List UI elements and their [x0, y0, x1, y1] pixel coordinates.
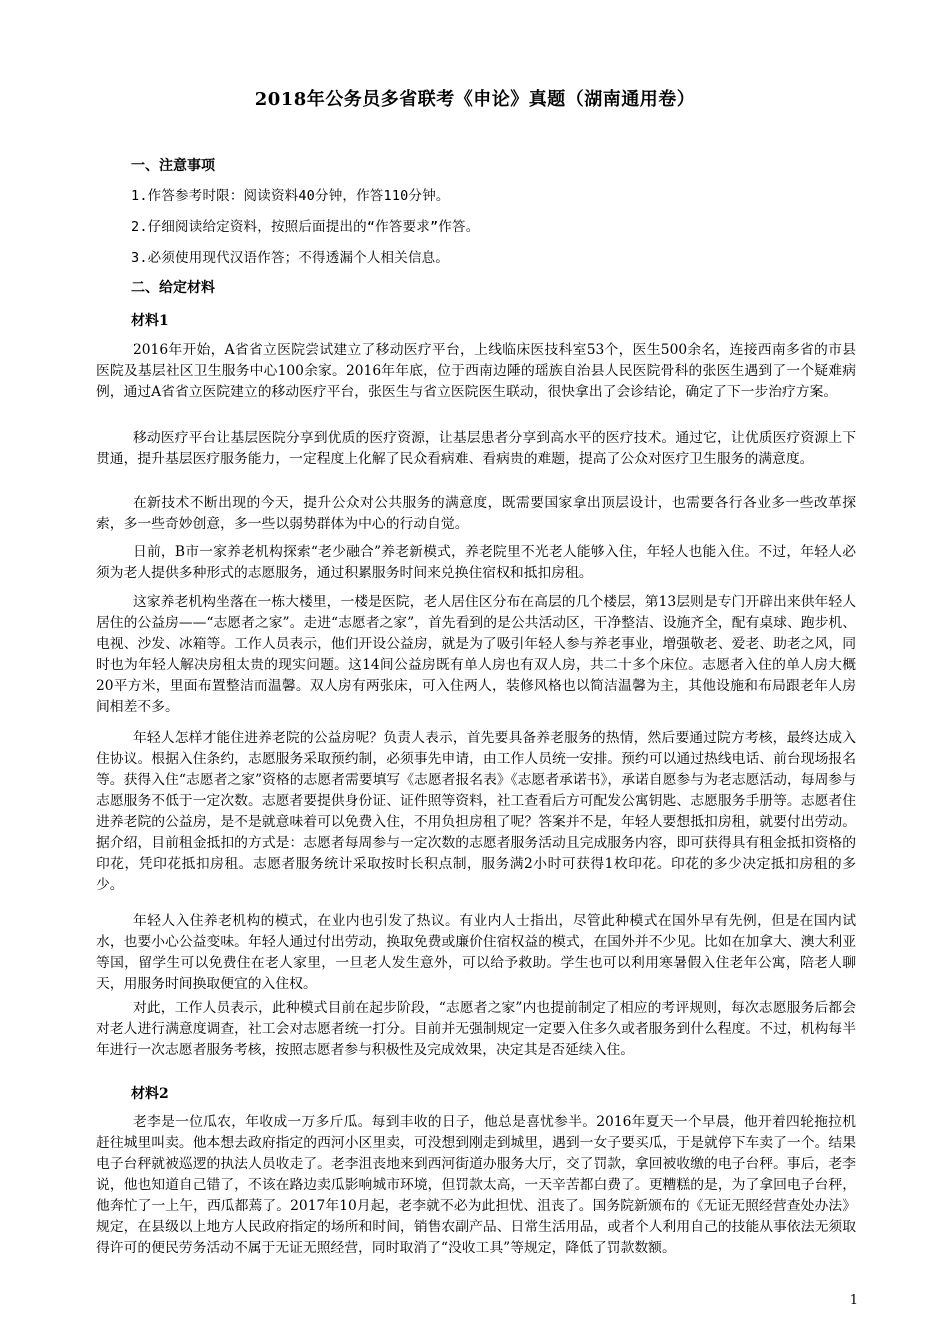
material-1-paragraph: 2016年开始，A省省立医院尝试建立了移动医疗平台，上线临床医技科室53个，医生500余名，连接西南多省的市县医院及基层社区卫生服务中心100余家。2016年年底，位于西南边陲的瑶族自治县人民医院骨科的张医生遇到了一个疑难病例，通过A省省立医院建立的移动医疗平台，张医生与省立医院医生联动，很快拿出了会诊结论，确定了下一步治疗方案。 — [96, 342, 856, 400]
materials-heading: 二、给定材料 — [131, 280, 215, 296]
material-1-paragraph: 日前，B市一家养老机构探索“老少融合”养老新模式，养老院里不光老人能够入住，年轻人也能入住。不过，年轻人必须为老人提供多种形式的志愿服务，通过积累服务时间来兑换住宿权和抵扣房租。 — [96, 544, 856, 581]
material-1-paragraph: 对此，工作人员表示，此种模式目前在起步阶段，“志愿者之家”内也提前制定了相应的考评规则，每次志愿服务后都会对老人进行满意度调查，社工会对志愿者统一打分。目前并无强制规定一定要入住多久或者服务到什么程度。不过，机构每半年进行一次志愿者服务考核，按照志愿者参与积极性及完成效果，决定其是否延续入住。 — [96, 1000, 856, 1058]
page-title: 2018年公务员多省联考《申论》真题（湖南通用卷） — [254, 89, 696, 110]
material-2-heading: 材料2 — [131, 1086, 169, 1102]
material-1-paragraph: 年轻人怎样才能住进养老院的公益房呢？负责人表示，首先要具备养老服务的热情，然后要通过院方考核，最终达成入住协议。根据入住条约，志愿服务采取预约制，必须事先申请，由工作人员统一安排。预约可以通过热线电话、前台现场报名等。获得入住“志愿者之家”资格的志愿者需要填写《志愿者报名表》《志愿者承诺书》，承诺自愿参与为老志愿活动，每周参与志愿服务不低于一定次数。志愿者要提供身份证、证件照等资料，社工查看后方可配发公寓钥匙、志愿服务手册等。志愿者住进养老院的公益房，是不是就意味着可以免费入住，不用负担房租了呢？答案并不是，年轻人要想抵扣房租，就要付出劳动。据介绍，目前租金抵扣的方式是：志愿者每周参与一定次数的志愿者服务活动且完成服务内容，即可获得具有租金抵扣资格的印花，凭印花抵扣房租。志愿者服务统计采取按时长积点制，服务满2小时可获得1枚印花。印花的多少决定抵扣房租的多少。 — [96, 730, 856, 893]
page-number: 1 — [849, 1293, 858, 1308]
material-1-heading: 材料1 — [131, 313, 169, 329]
material-1-paragraph: 这家养老机构坐落在一栋大楼里，一楼是医院，老人居住区分布在高层的几个楼层，第13层则是专门开辟出来供年轻人居住的公益房——“志愿者之家”。走进“志愿者之家”，首先看到的是公共活动区，干净整洁、设施齐全，配有桌球、跑步机、电视、沙发、冰箱等。工作人员表示，他们开设公益房，就是为了吸引年轻人参与养老事业，增强敬老、爱老、助老之风，同时也为年轻人解决房租太贵的现实问题。这14间公益房既有单人房也有双人房，共二十多个床位。志愿者入住的单人房大概20平方米，里面布置整洁而温馨。双人房有两张床，可入住两人，装修风格也以简洁温馨为主，其他设施和布局跟老年人房间相差不多。 — [96, 594, 856, 715]
material-1-paragraph: 移动医疗平台让基层医院分享到优质的医疗资源，让基层患者分享到高水平的医疗技术。通过它，让优质医疗资源上下贯通，提升基层医疗服务能力，一定程度上化解了民众看病难、看病贵的难题，提高了公众对医疗卫生服务的满意度。 — [96, 430, 856, 467]
material-1-paragraph: 年轻人入住养老机构的模式，在业内也引发了热议。有业内人士指出，尽管此种模式在国外早有先例，但是在国内试水，也要小心公益变味。年轻人通过付出劳动，换取免费或廉价住宿权益的模式，在国外并不少见。比如在加拿大、澳大利亚等国，留学生可以免费住在老人家里，一旦老人发生意外，可以给予救助。学生也可以利用寒暑假入住老年公寓，陪老人聊天，用服务时间换取便宜的入住权。 — [96, 913, 856, 992]
notice-heading: 一、注意事项 — [131, 158, 215, 174]
notice-item-1: 1.作答参考时限：阅读资料40分钟，作答110分钟。 — [131, 188, 450, 204]
notice-item-2: 2.仔细阅读给定资料，按照后面提出的“作答要求”作答。 — [131, 219, 480, 235]
material-2-paragraph: 老李是一位瓜农，年收成一万多斤瓜。每到丰收的日子，他总是喜忧参半。2016年夏天一个早晨，他开着四轮拖拉机赶往城里叫卖。他本想去政府指定的西河小区里卖，可没想到刚走到城里，遇到一女子要买瓜，于是就停下车卖了一个。结果电子台秤就被巡逻的执法人员收走了。老李沮丧地来到西河街道办服务大厅，交了罚款，拿回被收缴的电子台秤。事后，老李说，他也知道自己错了，不该在路边卖瓜影响城市环境，但罚款太高，一天辛苦都白费了。更糟糕的是，为了拿回电子台秤，他奔忙了一上午，西瓜都蔫了。2017年10月起，老李就不必为此担忧、沮丧了。国务院新颁布的《无证无照经营查处办法》规定，在县级以上地方人民政府指定的场所和时间，销售农副产品、日常生活用品，或者个人利用自己的技能从事依法无须取得许可的便民劳务活动不属于无证无照经营，同时取消了“没收工具”等规定，降低了罚款数额。 — [96, 1114, 856, 1256]
notice-item-3: 3.必须使用现代汉语作答；不得透漏个人相关信息。 — [131, 250, 450, 266]
material-1-paragraph: 在新技术不断出现的今天，提升公众对公共服务的满意度，既需要国家拿出顶层设计，也需要各行各业多一些改革探索，多一些奇妙创意，多一些以弱势群体为中心的行动自觉。 — [96, 495, 856, 532]
